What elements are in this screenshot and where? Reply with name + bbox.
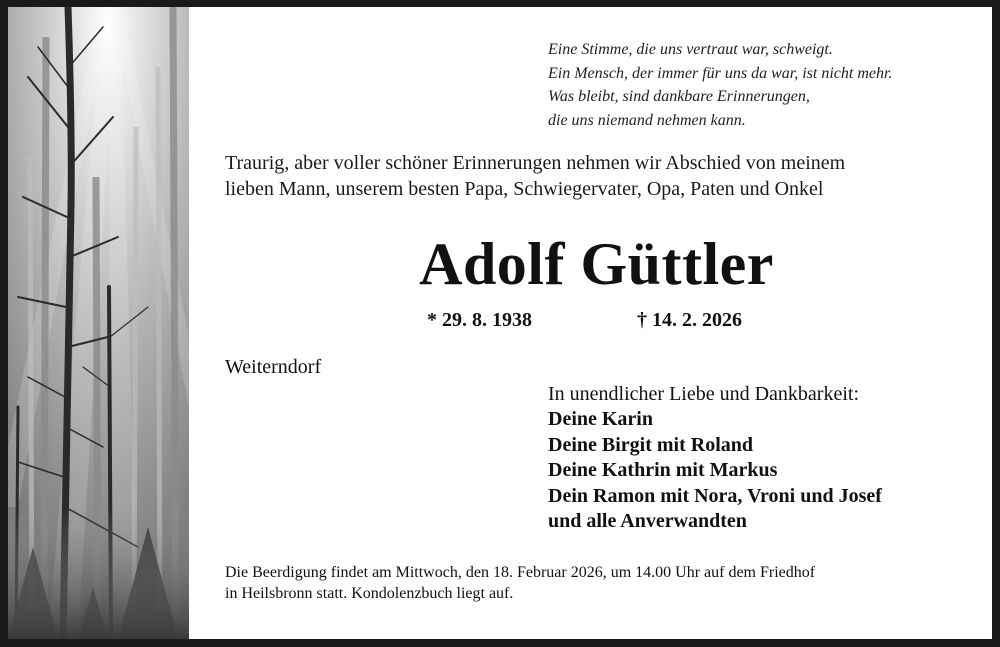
- place-name: Weiterndorf: [225, 356, 322, 378]
- intro-text: [225, 150, 845, 202]
- poem-line: Ein Mensch, der immer für uns da war, ist nicht mehr.: [548, 64, 893, 82]
- forest-photo: [8, 7, 189, 639]
- poem: [548, 38, 892, 132]
- mourners-heading: In unendlicher Liebe und Dankbarkeit:: [548, 383, 859, 405]
- intro-line: lieben Mann, unserem besten Papa, Schwiegervater, Opa, Paten und Onkel: [225, 178, 824, 200]
- mourners-block: [548, 381, 882, 535]
- mourner-name: Deine Kathrin mit Markus: [548, 459, 778, 481]
- forest-image: [8, 7, 189, 639]
- mourner-name: Deine Karin: [548, 408, 653, 430]
- mourner-name: Deine Birgit mit Roland: [548, 433, 753, 456]
- funeral-line: in Heilsbronn statt. Kondolenzbuch liegt auf.: [225, 585, 514, 602]
- poem-line: die uns niemand nehmen kann.: [548, 111, 746, 129]
- poem-line: Was bleibt, sind dankbare Erinnerungen,: [548, 88, 810, 105]
- birth-date: * 29. 8. 1938: [427, 309, 532, 331]
- death-date: † 14. 2. 2026: [637, 309, 742, 331]
- mourner-name: Dein Ramon mit Nora, Vroni und Josef: [548, 484, 882, 507]
- funeral-info: [225, 562, 815, 604]
- funeral-line: Die Beerdigung findet am Mittwoch, den 18. Februar 2026, um 14.00 Uhr auf dem Friedhof: [225, 564, 816, 581]
- deceased-name: Adolf Güttler: [419, 231, 774, 297]
- poem-line: Eine Stimme, die uns vertraut war, schweigt.: [548, 41, 833, 58]
- mourner-name: und alle Anverwandten: [548, 510, 747, 532]
- intro-line: Traurig, aber voller schöner Erinnerungen nehmen wir Abschied von meinem: [225, 152, 846, 174]
- notice-content: [189, 7, 992, 639]
